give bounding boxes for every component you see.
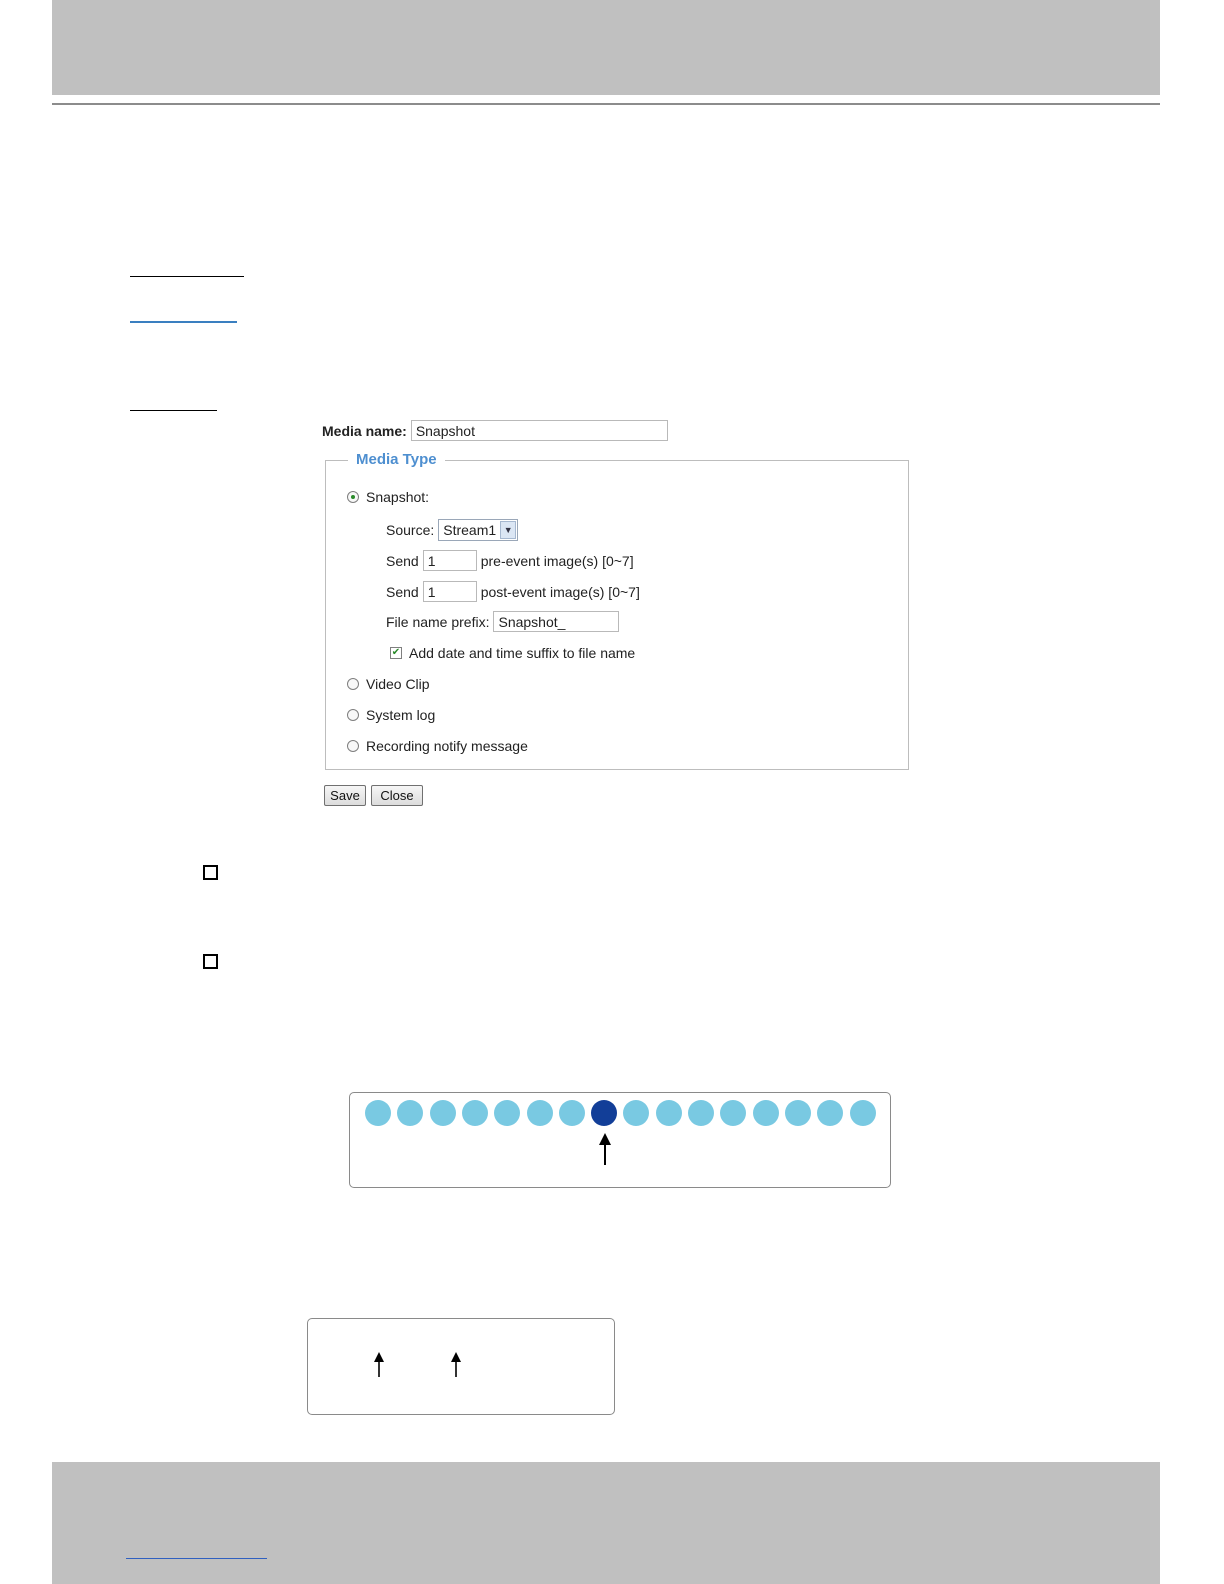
close-button[interactable]: Close <box>371 785 423 806</box>
pre-event-input[interactable]: 1 <box>423 550 477 571</box>
date-suffix-row[interactable] <box>390 645 635 661</box>
post-event-input[interactable]: 1 <box>423 581 477 602</box>
system-log-option[interactable] <box>347 707 435 723</box>
snapshot-option[interactable] <box>347 489 429 505</box>
recording-notify-option[interactable] <box>347 738 528 754</box>
chevron-down-icon[interactable]: ▼ <box>500 521 516 539</box>
date-suffix-label: Add date and time suffix to file name <box>409 645 636 661</box>
footer-link-rule <box>126 1558 267 1559</box>
snapshot-label: Snapshot: <box>366 489 430 505</box>
pre-event-row <box>386 550 634 571</box>
file-prefix-row <box>386 611 619 632</box>
page-footer-band <box>52 1462 1160 1584</box>
source-row <box>386 519 518 541</box>
interval-diagram <box>307 1318 615 1415</box>
heading-rule-2 <box>130 410 217 411</box>
recording-notify-label: Recording notify message <box>366 738 528 754</box>
arrow-up-icon <box>451 1352 461 1377</box>
media-name-row <box>322 420 668 441</box>
file-prefix-input[interactable]: Snapshot_ <box>493 611 619 632</box>
frame-timeline-diagram <box>349 1092 891 1188</box>
pre-event-send-label: Send <box>386 552 419 569</box>
save-button[interactable]: Save <box>324 785 366 806</box>
post-event-suffix: post-event image(s) [0~7] <box>480 583 640 600</box>
source-select-value: Stream1 <box>443 522 497 538</box>
date-suffix-checkbox[interactable]: ✔ <box>391 647 401 658</box>
source-select[interactable] <box>438 519 518 541</box>
header-divider <box>52 103 1160 105</box>
pre-event-suffix: pre-event image(s) [0~7] <box>480 552 634 569</box>
trigger-arrow <box>350 1093 892 1189</box>
page-header-band <box>52 0 1160 95</box>
system-log-label: System log <box>366 707 436 723</box>
recording-notify-radio[interactable] <box>347 740 359 752</box>
link-rule <box>130 321 237 323</box>
bullet-box-1 <box>203 865 218 880</box>
system-log-radio[interactable] <box>347 709 359 721</box>
video-clip-radio[interactable] <box>347 678 359 690</box>
post-event-row <box>386 581 640 602</box>
video-clip-label: Video Clip <box>366 676 430 692</box>
post-event-send-label: Send <box>386 583 419 600</box>
media-name-input[interactable]: Snapshot <box>411 420 668 441</box>
heading-rule-1 <box>130 276 244 277</box>
snapshot-radio[interactable] <box>347 491 359 503</box>
bullet-box-2 <box>203 954 218 969</box>
video-clip-option[interactable] <box>347 676 430 692</box>
interval-arrows <box>308 1319 616 1416</box>
arrow-up-icon <box>374 1352 384 1377</box>
media-type-legend: Media Type <box>348 451 445 469</box>
source-label: Source: <box>386 522 435 538</box>
media-name-label: Media name: <box>322 422 407 439</box>
media-type-fieldset <box>325 451 909 770</box>
file-prefix-label: File name prefix: <box>386 613 490 630</box>
